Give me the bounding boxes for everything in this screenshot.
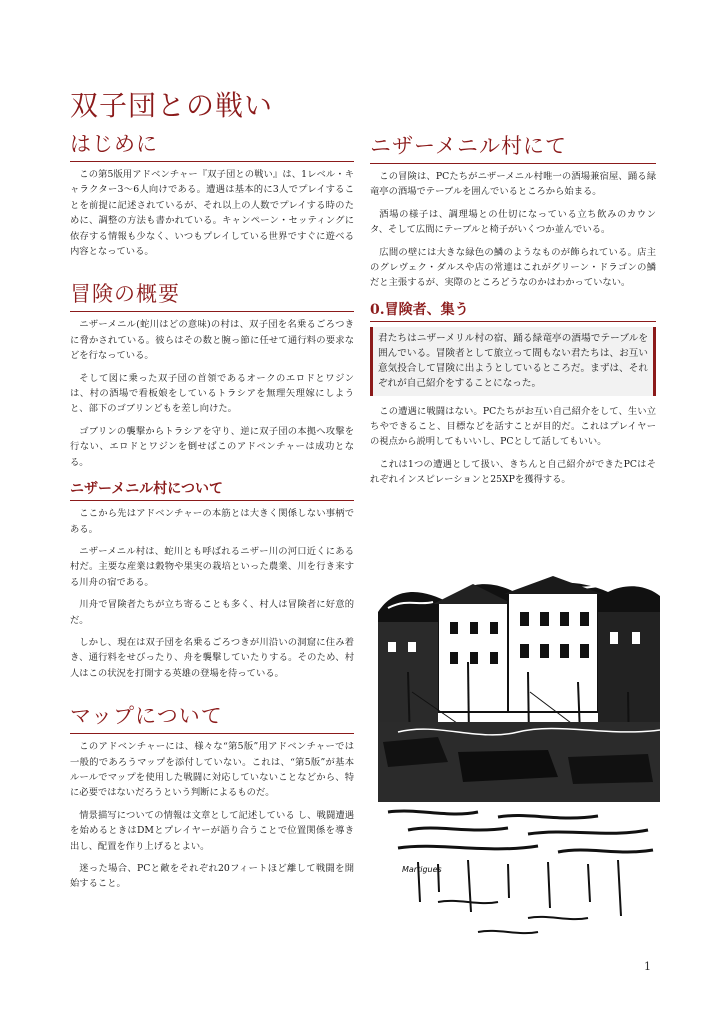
village-at-paragraph-3: 広間の壁には大きな緑色の鱗のようなものが飾られている。店主のグレヴェク・ダルスや店の常連はこれがグリーン・ドラゴンの鱗だと主張するが、実際のところどうなのかはわかっていない。: [370, 246, 656, 289]
section-map: [70, 700, 354, 892]
village-paragraph-3: 川舟で冒険者たちが立ち寄ることも多く、村人は冒険者に好意的だ。: [70, 599, 354, 626]
village-paragraph-4: しかし、現在は双子団を名乗るごろつきが川沿いの洞窟に住み着き、通行料をせびったり、舟を襲撃していたりする。そのため、村人はこの状況を打開する英雄の登場を待っている。: [70, 636, 354, 679]
right-column: [370, 130, 656, 495]
intro-paragraph-1: この第5版用アドベンチャー『双子団との戦い』は、1レベル・キャラクター3～6人向けである。遭遇は基本的に3人でプレイすることを前提に記述されているが、それ以上の人数でプレイする時のために、調整の方法も書かれている。キャンペーン・セッティングに依存する情報も少なく、いつもプレイしている世界ですぐに遊べる内容となっている。: [70, 169, 354, 258]
heading-village-at: ニザーメニル村にて: [370, 130, 656, 164]
heading-overview: 冒険の概要: [70, 278, 354, 312]
section-overview: [70, 278, 354, 470]
village-at-paragraph-1: この冒険は、PCたちがニザーメニル村唯一の酒場兼宿屋、踊る緑竜亭の酒場でテーブルを囲んでいるところから始まる。: [370, 171, 656, 198]
village-paragraph-1: ここから先はアドベンチャーの本筋とは大きく関係しない事柄である。: [70, 508, 354, 535]
map-paragraph-1: このアドベンチャーには、様々な“第5版”用アドベンチャーでは一般的であろうマップを添付していない。これは、“第5版”が基本ルールでマップを使用した戦闘に対応していないことなどから、特に必要ではないだろうという判断によるものだ。: [70, 741, 354, 799]
page-number: 1: [644, 960, 651, 973]
read-aloud-box: [370, 327, 656, 396]
gather-paragraph-1: この遭遇に戦闘はない。PCたちがお互い自己紹介をして、生い立ちやできること、目標などを話すことが目的だ。これはプレイヤーの視点から説明してもいいし、PCとして話してもいい。: [370, 405, 656, 448]
section-gather: [370, 299, 656, 488]
section-village: [70, 478, 354, 681]
illustration-signature: Martigues: [402, 865, 442, 874]
section-intro: [70, 128, 354, 259]
overview-paragraph-1: ニザーメニル(蛇川はどの意味)の村は、双子団を名乗るごろつきに脅かされている。彼らはその数と腕っ節に任せて通行料の要求などを行なっている。: [70, 319, 354, 362]
read-aloud-text: 君たちはニザーメリル村の宿、踊る緑竜亭の酒場でテーブルを囲んでいる。冒険者として旅立って間もない君たちは、お互い意気投合して冒険に出ようとしているところだ。まずは、それぞれが自己紹介をすることになった。: [378, 332, 648, 390]
heading-gather: 0.冒険者、集う: [370, 299, 656, 322]
heading-village: ニザーメニル村について: [70, 478, 354, 501]
left-column: [70, 128, 354, 899]
overview-paragraph-3: ゴブリンの襲撃からトラシアを守り、逆に双子団の本拠へ攻撃を行ない、エロドとワジンを倒せばこのアドベンチャーは成功となる。: [70, 425, 354, 468]
village-paragraph-2: ニザーメニル村は、蛇川とも呼ばれるニザー川の河口近くにある村だ。主要な産業は穀物や果実の栽培といった農業、川を行き来する川舟の宿である。: [70, 545, 354, 588]
document-title: 双子団との戦い: [70, 89, 274, 122]
gather-paragraph-2: これは1つの遭遇として扱い、きちんと自己紹介ができたPCはそれぞれインスピレーションと25XPを獲得する。: [370, 458, 656, 486]
overview-paragraph-2: そして図に乗った双子団の首領であるオークのエロドとワジンは、村の酒場で看板娘をしているトラシアを無理矢理嫁にしようと、部下のゴブリンどもを差し向けた。: [70, 372, 354, 415]
map-paragraph-2: 情景描写についての情報は文章として記述している し、戦闘遭遇を始めるときはDMとプレイヤーが語り合うことで位置関係を導き出し、配置を作り上げるとよい。: [70, 809, 354, 852]
heading-intro: はじめに: [70, 128, 354, 162]
harbor-illustration: [378, 572, 660, 952]
section-village-at: [370, 130, 656, 291]
heading-map: マップについて: [70, 700, 354, 734]
village-at-paragraph-2: 酒場の様子は、調理場との仕切になっている立ち飲みのカウンタ、そして広間にテーブルと椅子がいくつか並んでいる。: [370, 208, 656, 236]
map-paragraph-3: 迷った場合、PCと敵をそれぞれ20フィートほど離して戦闘を開始すること。: [70, 863, 354, 890]
